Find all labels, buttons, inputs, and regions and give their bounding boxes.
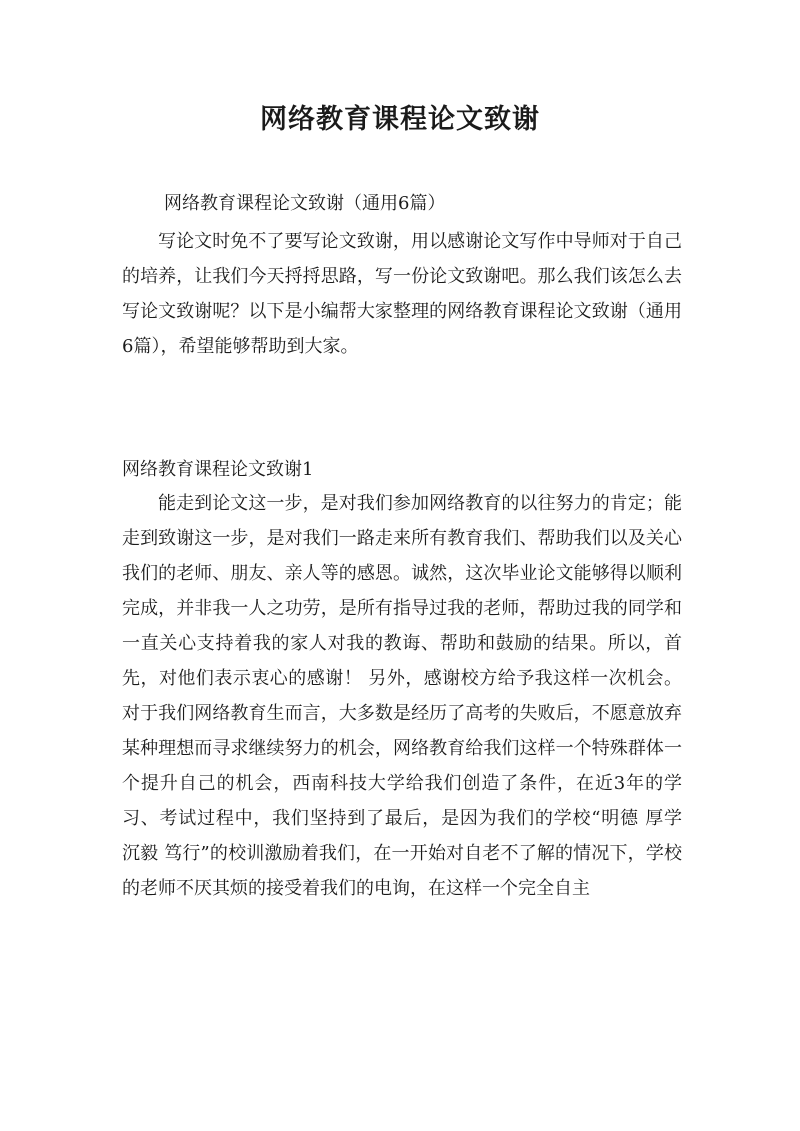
document-subtitle: 网络教育课程论文致谢（通用6篇） (164, 193, 446, 214)
intro-paragraph: 写论文时免不了要写论文致谢，用以感谢论文写作中导师对于自己的培养，让我们今天捋捋思路，写一份论文致谢吧。那么我们该怎么去写论文致谢呢？以下是小编帮大家整理的网络教育课程论文致谢（通用6篇），希望能够帮助到大家。 (122, 231, 682, 357)
section-1-heading: 网络教育课程论文致谢1 (122, 459, 314, 480)
section-1-paragraph: 能走到论文这一步，是对我们参加网络教育的以往努力的肯定；能走到致谢这一步，是对我们一路走来所有教育我们、帮助我们以及关心我们的老师、朋友、亲人等的感恩。诚然，这次毕业论文能够得以顺利完成，并非我一人之功劳，是所有指导过我的老师，帮助过我的同学和一直关心支持着我的家人对我的教诲、帮助和鼓励的结果。所以，首先，对他们表示衷心的感谢！ 另外，感谢校方给予我这样一次机会。对于我们网络教育生而言，大多数是经历了高考的失败后，不愿意放弃某种理想而寻求继续努力的机会，网络教育给我们这样一个特殊群体一个提升自己的机会，西南科技大学给我们创造了条件，在近3年的学习、考试过程中，我们坚持到了最后，是因为我们的学校“明德 厚学 沉毅 笃行”的校训激励着我们，在一开始对自老不了解的情况下，学校的老师不厌其烦的接受着我们的电询，在这样一个完全自主 (122, 493, 682, 899)
intro-block (122, 224, 682, 364)
section-1-body-block (122, 486, 682, 906)
document-title: 网络教育课程论文致谢 (260, 104, 540, 135)
